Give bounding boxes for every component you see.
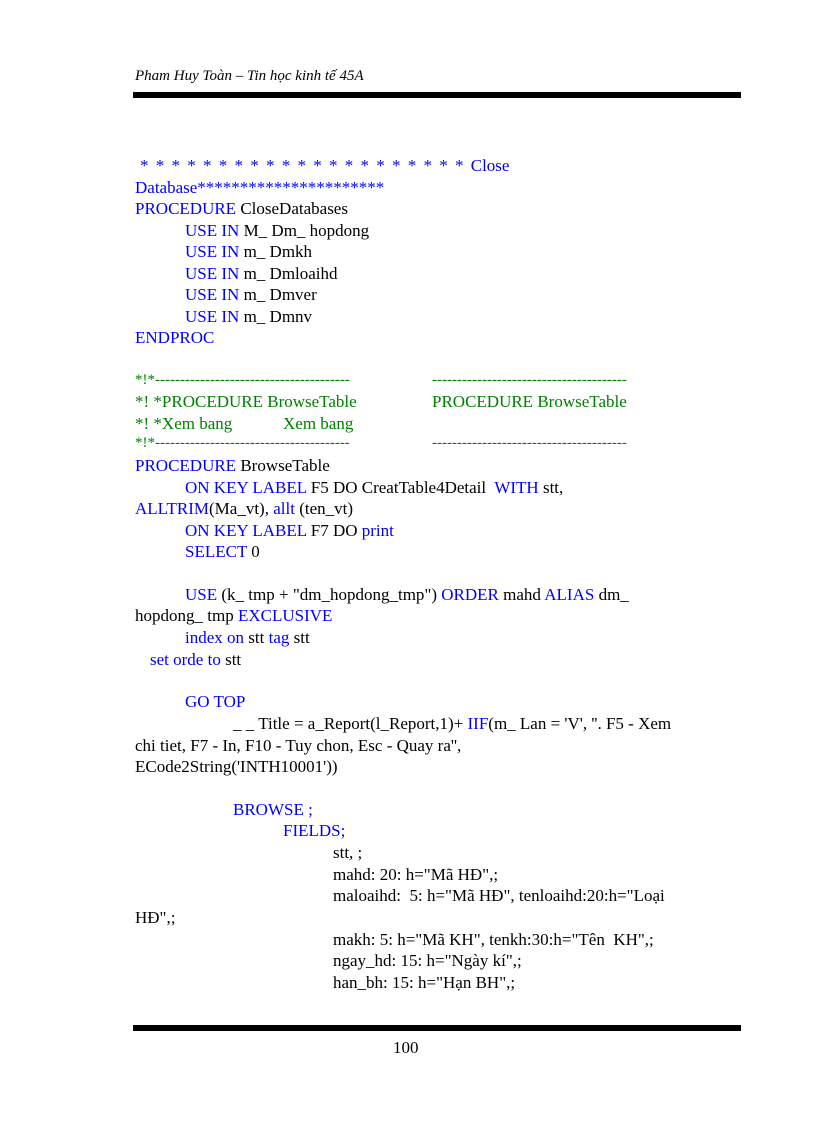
comment-line: *!*--------------------------------------- <box>135 372 350 388</box>
code-keyword: SELECT <box>185 542 248 561</box>
code-text: M_ Dm_ hopdong <box>239 221 370 240</box>
code-keyword: ALLTRIM <box>135 499 209 518</box>
code-line: FIELDS; <box>283 821 346 840</box>
code-line: ENDPROC <box>135 328 215 347</box>
code-keyword: USE <box>185 585 218 604</box>
comment-line: --------------------------------------- <box>432 435 627 451</box>
header-text: Pham Huy Toàn – Tin học kinh tế 45A <box>135 68 364 84</box>
code-line: Database********************** <box>135 178 385 197</box>
code-text: CloseDatabases <box>236 199 348 218</box>
code-line <box>185 284 317 305</box>
code-line <box>185 520 394 541</box>
code-keyword: allt <box>273 499 295 518</box>
code-line: maloaihd: 5: h="Mã HĐ", tenloaihd:20:h="Loại <box>333 886 665 905</box>
code-keyword: USE IN <box>185 221 240 240</box>
code-line: GO TOP <box>185 692 246 711</box>
code-keyword: print <box>361 521 394 540</box>
code-text: mahd <box>498 585 545 604</box>
code-line <box>185 263 338 284</box>
code-keyword: WITH <box>494 478 539 497</box>
code-line <box>185 241 312 262</box>
comment-line: *! *PROCEDURE BrowseTable <box>135 392 357 411</box>
code-keyword: tag <box>268 628 290 647</box>
code-keyword: ON KEY LABEL <box>185 478 307 497</box>
code-line <box>233 713 671 734</box>
code-text: dm_ <box>594 585 629 604</box>
code-keyword: PROCEDURE <box>135 199 237 218</box>
code-text: BrowseTable <box>236 456 330 475</box>
code-text: (Ma_vt), <box>209 499 274 518</box>
code-line: han_bh: 15: h="Hạn BH",; <box>333 973 516 992</box>
code-keyword: ON KEY LABEL <box>185 521 307 540</box>
code-text: hopdong_ tmp <box>135 606 238 625</box>
code-text: F7 DO <box>306 521 362 540</box>
code-text: stt <box>220 650 242 669</box>
code-text: 0 <box>247 542 260 561</box>
code-keyword: set orde to <box>150 650 221 669</box>
code-line: HĐ",; <box>135 908 176 927</box>
code-keyword: ALIAS <box>544 585 595 604</box>
comment-line: *! *Xem bang <box>135 414 233 433</box>
code-keyword: ORDER <box>441 585 499 604</box>
code-line <box>185 541 260 562</box>
code-text: m_ Dmnv <box>239 307 313 326</box>
code-line: stt, ; <box>333 843 363 862</box>
comment-line: Xem bang <box>283 414 354 433</box>
code-line <box>185 584 629 605</box>
code-line: makh: 5: h="Mã KH", tenkh:30:h="Tên KH",; <box>333 930 654 949</box>
code-keyword: EXCLUSIVE <box>237 606 333 625</box>
code-line: BROWSE ; <box>233 800 313 819</box>
code-text: m_ Dmkh <box>239 242 313 261</box>
code-line: ngay_hd: 15: h="Ngày kí",; <box>333 951 522 970</box>
code-keyword: USE IN <box>185 242 240 261</box>
code-text: (k_ tmp + "dm_hopdong_tmp") <box>217 585 442 604</box>
code-keyword: USE IN <box>185 285 240 304</box>
code-line: chi tiet, F7 - In, F10 - Tuy chon, Esc - Quay ra'', <box>135 736 462 755</box>
code-text: (m_ Lan = 'V', ''. F5 - Xem <box>488 714 672 733</box>
code-line <box>150 649 241 670</box>
code-keyword: USE IN <box>185 307 240 326</box>
code-keyword: USE IN <box>185 264 240 283</box>
code-line <box>135 455 330 476</box>
code-text: _ _ Title = a_Report(l_Report,1)+ <box>233 714 468 733</box>
code-text: m_ Dmloaihd <box>239 264 338 283</box>
code-line <box>135 605 332 626</box>
code-text: F5 DO CreatTable4Detail <box>306 478 495 497</box>
footer-rule <box>133 1025 741 1031</box>
code-line: * * * * * * * * * * * * * * * * * * * * * Close <box>140 156 510 175</box>
code-line <box>135 198 348 219</box>
code-keyword: PROCEDURE <box>135 456 237 475</box>
code-text: m_ Dmver <box>239 285 317 304</box>
code-text: stt <box>244 628 269 647</box>
comment-line: *!*--------------------------------------- <box>135 435 350 451</box>
code-line <box>185 477 563 498</box>
comment-line: --------------------------------------- <box>432 372 627 388</box>
code-line <box>185 220 369 241</box>
code-text: stt, <box>538 478 564 497</box>
page-number: 100 <box>393 1038 419 1057</box>
code-text: (ten_vt) <box>294 499 354 518</box>
code-line: ECode2String('INTH10001')) <box>135 757 338 776</box>
code-line <box>185 627 310 648</box>
header-rule <box>133 92 741 98</box>
code-keyword: IIF <box>467 714 489 733</box>
comment-line: PROCEDURE BrowseTable <box>432 392 627 411</box>
code-keyword: index on <box>185 628 245 647</box>
code-text: stt <box>289 628 310 647</box>
code-line <box>185 306 312 327</box>
code-line: mahd: 20: h="Mã HĐ",; <box>333 865 499 884</box>
code-line <box>135 498 353 519</box>
